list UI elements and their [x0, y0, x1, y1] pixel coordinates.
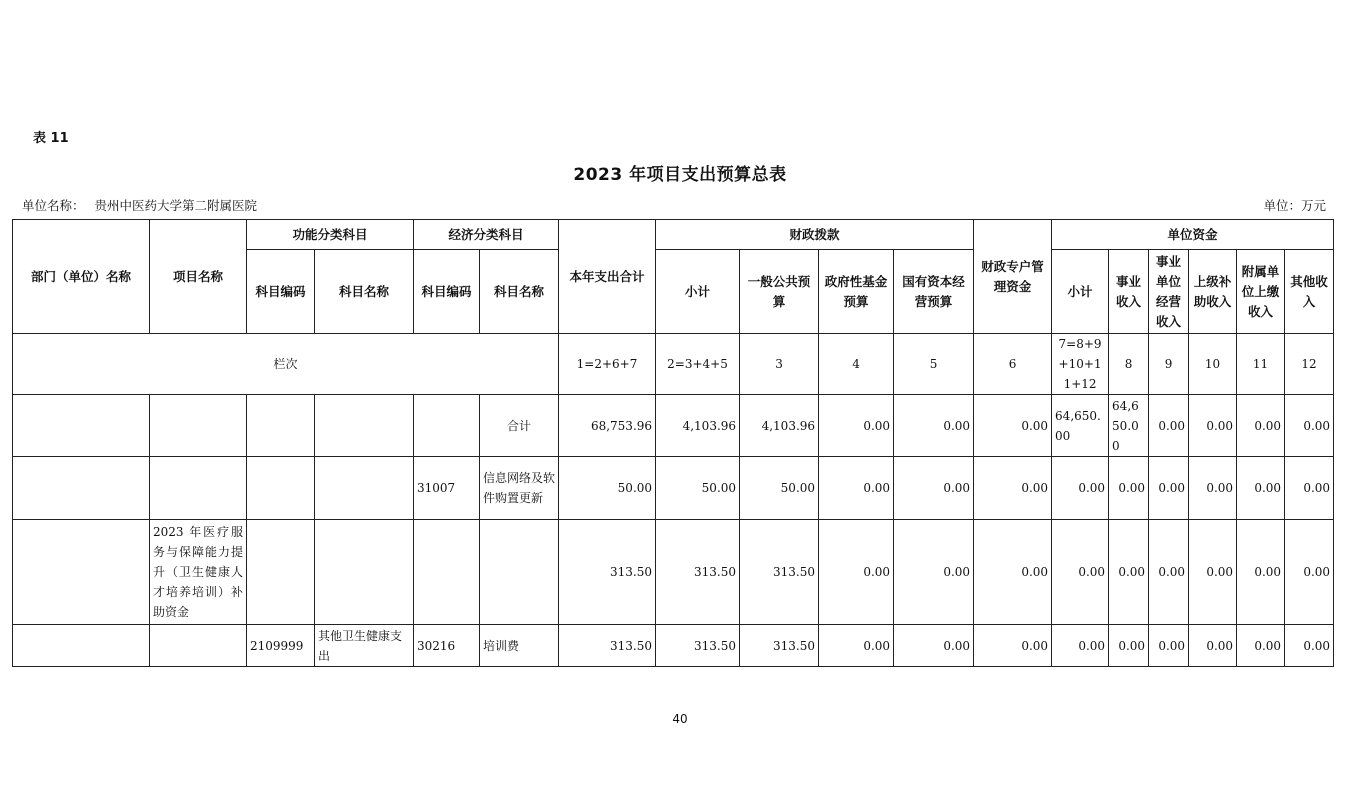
cell-affiliated-income: 0.00 — [1237, 395, 1285, 457]
cell-func-code — [247, 520, 315, 625]
table-row — [13, 625, 1334, 667]
cell-unit-subtotal: 0.00 — [1052, 457, 1109, 520]
lanci-c7: 7=8+9+10+11+12 — [1052, 334, 1109, 395]
cell-general-budget: 50.00 — [740, 457, 819, 520]
header-other-income: 其他收入 — [1285, 250, 1334, 334]
header-fiscal-subtotal: 小计 — [656, 250, 740, 334]
header-econ-group: 经济分类科目 — [414, 220, 559, 250]
cell-career-income: 64,650.00 — [1109, 395, 1149, 457]
cell-dept — [13, 457, 150, 520]
cell-func-code — [247, 457, 315, 520]
cell-fiscal-subtotal: 313.50 — [656, 520, 740, 625]
header-affiliated-income: 附属单位上缴收入 — [1237, 250, 1285, 334]
header-career-income: 事业收入 — [1109, 250, 1149, 334]
cell-econ-code: 31007 — [414, 457, 480, 520]
cell-affiliated-income: 0.00 — [1237, 520, 1285, 625]
cell-econ-code: 30216 — [414, 625, 480, 667]
lanci-c5: 5 — [894, 334, 974, 395]
cell-other-income: 0.00 — [1285, 395, 1334, 457]
cell-general-budget: 313.50 — [740, 625, 819, 667]
header-row-1 — [13, 220, 1334, 250]
cell-dept — [13, 625, 150, 667]
cell-superior-subsidy: 0.00 — [1189, 395, 1237, 457]
cell-econ-code — [414, 520, 480, 625]
header-func-group: 功能分类科目 — [247, 220, 414, 250]
header-total: 本年支出合计 — [559, 220, 656, 334]
lanci-label: 栏次 — [13, 334, 559, 395]
header-func-name: 科目名称 — [315, 250, 414, 334]
cell-special-fund: 0.00 — [974, 520, 1052, 625]
cell-total: 68,753.96 — [559, 395, 656, 457]
header-fiscal-group: 财政拨款 — [656, 220, 974, 250]
header-unit-group: 单位资金 — [1052, 220, 1334, 250]
header-superior-subsidy: 上级补助收入 — [1189, 250, 1237, 334]
cell-state-capital: 0.00 — [894, 625, 974, 667]
header-gov-fund: 政府性基金预算 — [819, 250, 894, 334]
cell-func-code — [247, 395, 315, 457]
cell-project: 2023 年医疗服务与保障能力提升（卫生健康人才培养培训）补助资金 — [150, 520, 247, 625]
cell-gov-fund: 0.00 — [819, 457, 894, 520]
lanci-c8: 8 — [1109, 334, 1149, 395]
cell-career-income: 0.00 — [1109, 520, 1149, 625]
lanci-c1: 1=2+6+7 — [559, 334, 656, 395]
lanci-c12: 12 — [1285, 334, 1334, 395]
cell-career-income: 0.00 — [1109, 625, 1149, 667]
cell-special-fund: 0.00 — [974, 625, 1052, 667]
cell-func-name — [315, 457, 414, 520]
lanci-c11: 11 — [1237, 334, 1285, 395]
cell-superior-subsidy: 0.00 — [1189, 625, 1237, 667]
cell-total: 313.50 — [559, 625, 656, 667]
cell-fiscal-subtotal: 313.50 — [656, 625, 740, 667]
header-econ-name: 科目名称 — [480, 250, 559, 334]
cell-unit-subtotal: 0.00 — [1052, 625, 1109, 667]
cell-project — [150, 395, 247, 457]
cell-dept — [13, 395, 150, 457]
cell-operating-income: 0.00 — [1149, 395, 1189, 457]
lanci-c4: 4 — [819, 334, 894, 395]
table-row — [13, 395, 1334, 457]
header-dept: 部门（单位）名称 — [13, 220, 150, 334]
cell-gov-fund: 0.00 — [819, 625, 894, 667]
header-project: 项目名称 — [150, 220, 247, 334]
unit-name-line — [22, 196, 257, 214]
cell-general-budget: 4,103.96 — [740, 395, 819, 457]
cell-state-capital: 0.00 — [894, 395, 974, 457]
cell-func-name — [315, 395, 414, 457]
cell-func-name: 其他卫生健康支出 — [315, 625, 414, 667]
cell-gov-fund: 0.00 — [819, 520, 894, 625]
header-unit-subtotal: 小计 — [1052, 250, 1109, 334]
header-func-code: 科目编码 — [247, 250, 315, 334]
currency-unit: 单位：万元 — [1263, 198, 1326, 213]
header-special-fund: 财政专户管理资金 — [974, 220, 1052, 334]
cell-other-income: 0.00 — [1285, 457, 1334, 520]
table-row — [13, 457, 1334, 520]
cell-econ-name: 信息网络及软件购置更新 — [480, 457, 559, 520]
lanci-c9: 9 — [1149, 334, 1189, 395]
cell-total: 313.50 — [559, 520, 656, 625]
cell-fiscal-subtotal: 4,103.96 — [656, 395, 740, 457]
cell-operating-income: 0.00 — [1149, 520, 1189, 625]
column-index-row — [13, 334, 1334, 395]
page-number: 40 — [672, 712, 688, 726]
cell-affiliated-income: 0.00 — [1237, 457, 1285, 520]
cell-operating-income: 0.00 — [1149, 457, 1189, 520]
cell-gov-fund: 0.00 — [819, 395, 894, 457]
cell-special-fund: 0.00 — [974, 395, 1052, 457]
header-econ-code: 科目编码 — [414, 250, 480, 334]
unit-name-label: 单位名称： — [22, 198, 85, 213]
cell-general-budget: 313.50 — [740, 520, 819, 625]
cell-superior-subsidy: 0.00 — [1189, 457, 1237, 520]
cell-econ-name — [480, 520, 559, 625]
cell-operating-income: 0.00 — [1149, 625, 1189, 667]
cell-total: 50.00 — [559, 457, 656, 520]
cell-econ-code — [414, 395, 480, 457]
project-expenditure-table — [12, 219, 1334, 667]
table-row — [13, 520, 1334, 625]
lanci-c10: 10 — [1189, 334, 1237, 395]
cell-econ-name: 培训费 — [480, 625, 559, 667]
cell-fiscal-subtotal: 50.00 — [656, 457, 740, 520]
cell-affiliated-income: 0.00 — [1237, 625, 1285, 667]
page-title: 2023 年项目支出预算总表 — [573, 165, 787, 185]
cell-func-name — [315, 520, 414, 625]
cell-econ-name: 合计 — [480, 395, 559, 457]
cell-career-income: 0.00 — [1109, 457, 1149, 520]
lanci-c6: 6 — [974, 334, 1052, 395]
header-operating-income: 事业单位经营收入 — [1149, 250, 1189, 334]
header-state-capital: 国有资本经营预算 — [894, 250, 974, 334]
cell-project — [150, 457, 247, 520]
cell-other-income: 0.00 — [1285, 625, 1334, 667]
cell-func-code: 2109999 — [247, 625, 315, 667]
cell-dept — [13, 520, 150, 625]
cell-state-capital: 0.00 — [894, 520, 974, 625]
header-general-budget: 一般公共预算 — [740, 250, 819, 334]
cell-state-capital: 0.00 — [894, 457, 974, 520]
cell-unit-subtotal: 0.00 — [1052, 520, 1109, 625]
cell-project — [150, 625, 247, 667]
cell-special-fund: 0.00 — [974, 457, 1052, 520]
lanci-c3: 3 — [740, 334, 819, 395]
cell-other-income: 0.00 — [1285, 520, 1334, 625]
cell-unit-subtotal: 64,650.00 — [1052, 395, 1109, 457]
lanci-c2: 2=3+4+5 — [656, 334, 740, 395]
table-number: 表 11 — [33, 131, 69, 146]
unit-name-value: 贵州中医药大学第二附属医院 — [94, 198, 258, 213]
cell-superior-subsidy: 0.00 — [1189, 520, 1237, 625]
